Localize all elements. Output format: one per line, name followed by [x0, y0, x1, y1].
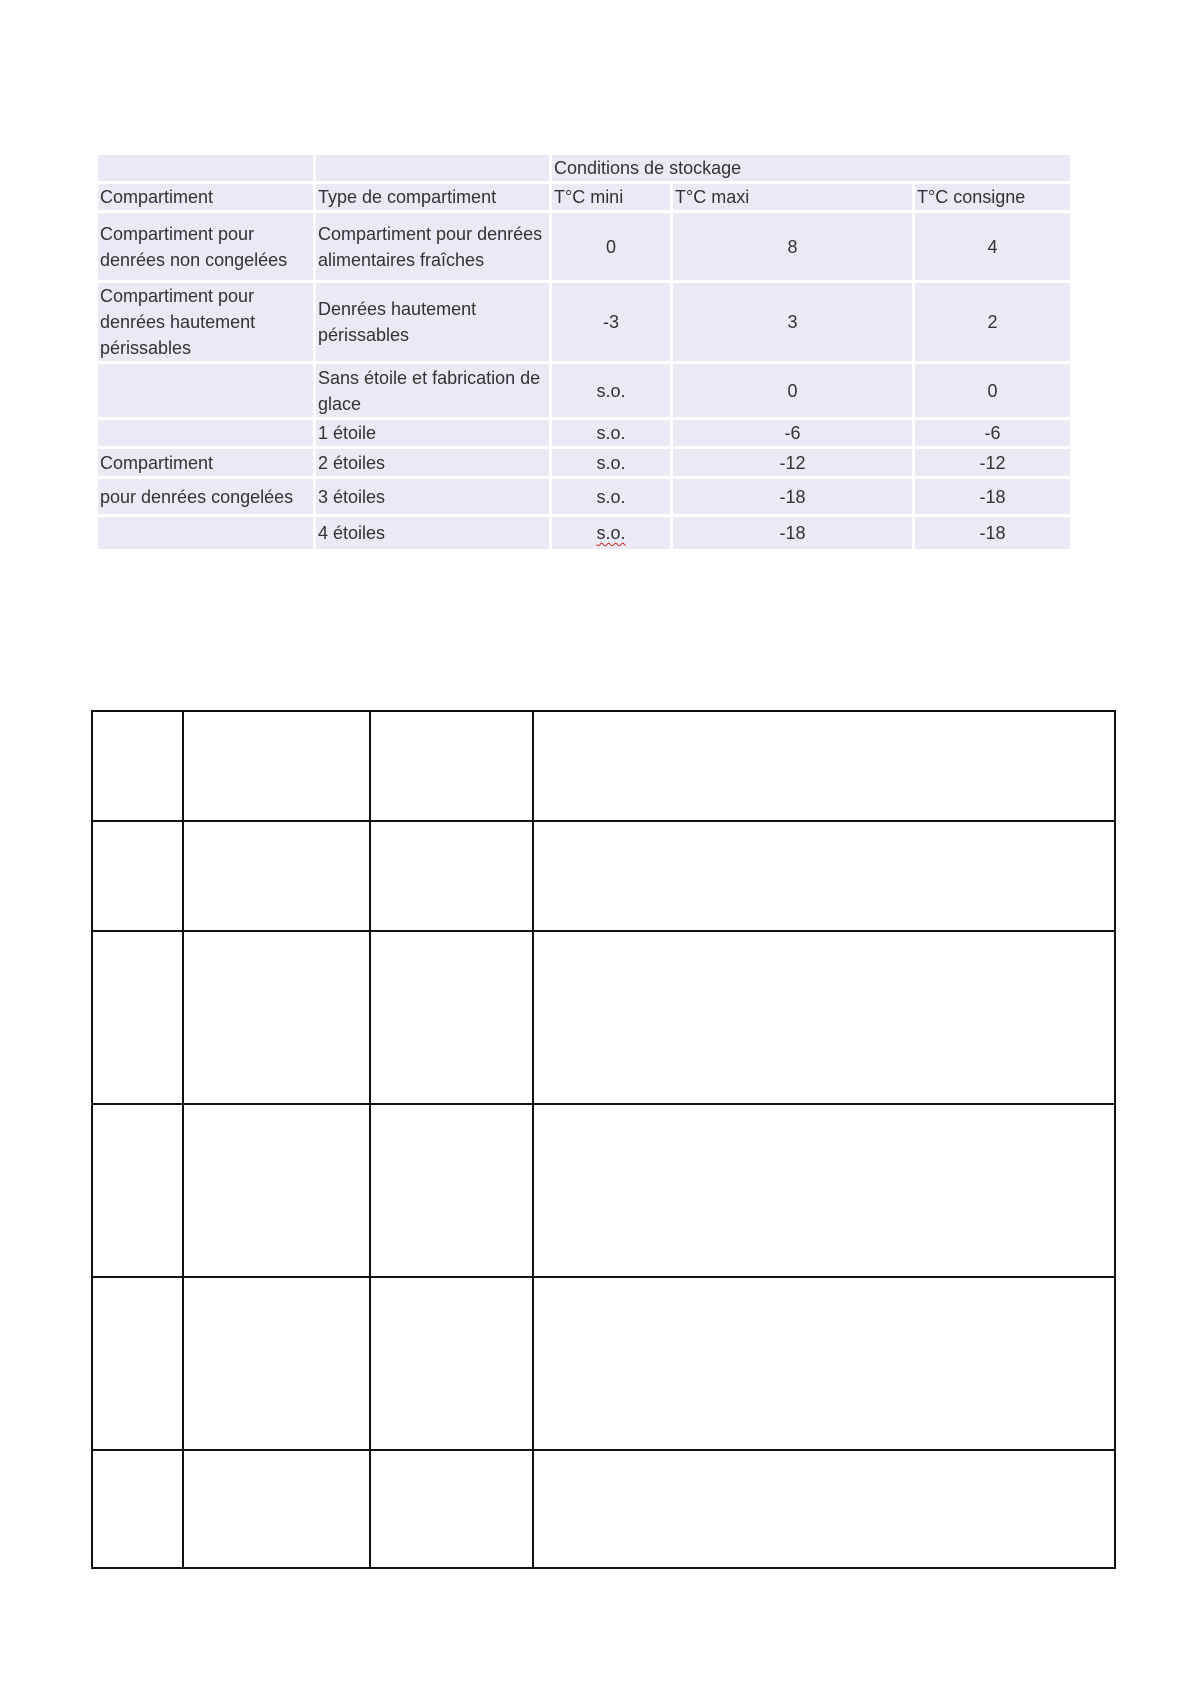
table-row: [97, 282, 1072, 363]
empty-header-cell: [97, 154, 315, 183]
cell-tmin: s.o.: [551, 478, 672, 516]
cell-tconsigne: -6: [914, 419, 1072, 448]
cell-tconsigne: -18: [914, 478, 1072, 516]
cell-tmax: -12: [672, 448, 914, 478]
header-type: Type de compartiment: [315, 183, 551, 212]
cell-compartiment: [97, 419, 315, 448]
cell-tmin: -3: [551, 282, 672, 363]
blank-row: [92, 931, 1115, 1104]
cell-compartiment: Compartiment: [97, 448, 315, 478]
blank-grid-table: [91, 710, 1116, 1569]
cell-compartiment: Compartiment pour denrées hautement périssables: [97, 282, 315, 363]
header-tmin: T°C mini: [551, 183, 672, 212]
cell-tconsigne: -12: [914, 448, 1072, 478]
cell-tconsigne: 0: [914, 363, 1072, 419]
blank-cell: [370, 711, 533, 821]
blank-cell: [533, 1277, 1115, 1450]
blank-cell: [533, 1104, 1115, 1277]
cell-tmax: 8: [672, 212, 914, 282]
table-row: [97, 478, 1072, 516]
blank-cell: [92, 711, 183, 821]
blank-row: [92, 821, 1115, 931]
cell-compartiment: pour denrées congelées: [97, 478, 315, 516]
blank-row: [92, 1104, 1115, 1277]
blank-cell: [183, 1104, 370, 1277]
cell-tmax: 3: [672, 282, 914, 363]
cell-tmin: 0: [551, 212, 672, 282]
storage-conditions-table: [95, 152, 1073, 552]
conditions-header: Conditions de stockage: [551, 154, 1072, 183]
header-tmax: T°C maxi: [672, 183, 914, 212]
blank-cell: [92, 1450, 183, 1568]
blank-cell: [370, 1277, 533, 1450]
cell-type: 2 étoiles: [315, 448, 551, 478]
cell-tconsigne: 4: [914, 212, 1072, 282]
table-row: [97, 363, 1072, 419]
cell-tmax: 0: [672, 363, 914, 419]
blank-cell: [183, 711, 370, 821]
group-header-row: [97, 154, 1072, 183]
blank-cell: [370, 821, 533, 931]
blank-cell: [183, 1450, 370, 1568]
cell-type: Denrées hautement périssables: [315, 282, 551, 363]
cell-tmin: s.o.: [551, 419, 672, 448]
cell-type: 3 étoiles: [315, 478, 551, 516]
spellcheck-text: s.o.: [596, 523, 626, 543]
cell-compartiment: [97, 363, 315, 419]
cell-type: Compartiment pour denrées alimentaires fraîches: [315, 212, 551, 282]
blank-cell: [183, 1277, 370, 1450]
header-compartiment: Compartiment: [97, 183, 315, 212]
blank-cell: [92, 1277, 183, 1450]
cell-tmax: -6: [672, 419, 914, 448]
blank-row: [92, 711, 1115, 821]
cell-compartiment: Compartiment pour denrées non congelées: [97, 212, 315, 282]
cell-type: 1 étoile: [315, 419, 551, 448]
cell-tmin: s.o.: [551, 448, 672, 478]
blank-cell: [533, 1450, 1115, 1568]
cell-type: 4 étoiles: [315, 516, 551, 551]
blank-cell: [370, 1104, 533, 1277]
blank-row: [92, 1450, 1115, 1568]
blank-cell: [533, 931, 1115, 1104]
blank-cell: [533, 711, 1115, 821]
column-header-row: [97, 183, 1072, 212]
table-row: [97, 448, 1072, 478]
cell-tmax: -18: [672, 516, 914, 551]
blank-cell: [533, 821, 1115, 931]
cell-tmin: [551, 516, 672, 551]
blank-cell: [92, 821, 183, 931]
cell-type: Sans étoile et fabrication de glace: [315, 363, 551, 419]
blank-cell: [183, 931, 370, 1104]
cell-tconsigne: 2: [914, 282, 1072, 363]
blank-cell: [183, 821, 370, 931]
cell-tmin: s.o.: [551, 363, 672, 419]
cell-compartiment: [97, 516, 315, 551]
header-tconsigne: T°C consigne: [914, 183, 1072, 212]
blank-cell: [370, 931, 533, 1104]
table-row: [97, 419, 1072, 448]
blank-cell: [370, 1450, 533, 1568]
empty-header-cell: [315, 154, 551, 183]
blank-row: [92, 1277, 1115, 1450]
table-row: [97, 516, 1072, 551]
blank-cell: [92, 931, 183, 1104]
table-row: [97, 212, 1072, 282]
cell-tmax: -18: [672, 478, 914, 516]
cell-tconsigne: -18: [914, 516, 1072, 551]
blank-cell: [92, 1104, 183, 1277]
